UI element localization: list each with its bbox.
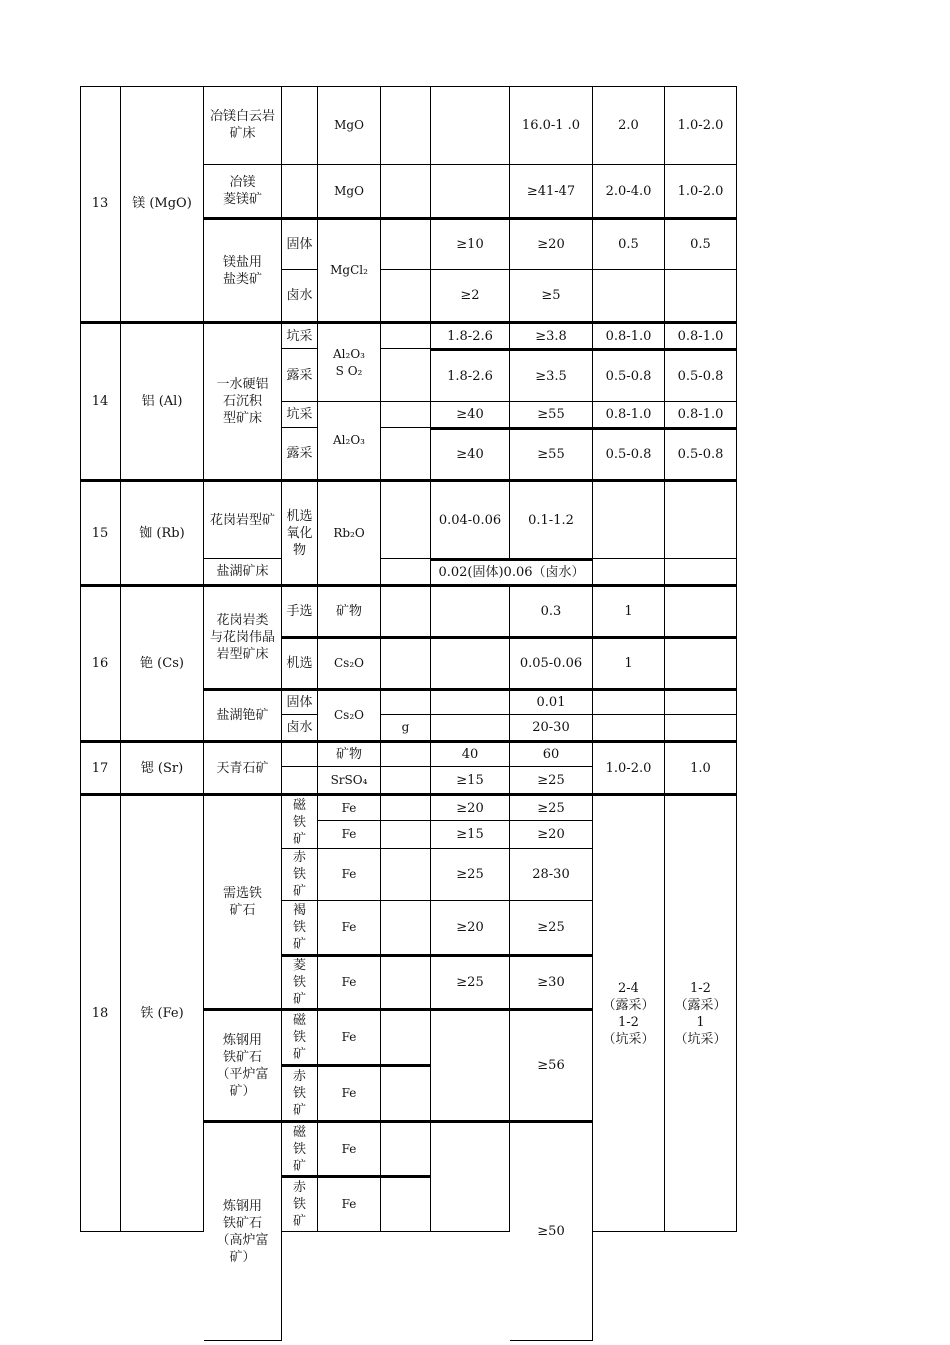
table-cell: Fe — [318, 1176, 381, 1232]
table-cell: 0.02(固体)0.06（卤水） — [431, 559, 593, 585]
table-cell — [431, 165, 510, 218]
table-cell: ≥10 — [431, 218, 510, 270]
table-cell: Fe — [318, 821, 381, 849]
table-cell: ≥20 — [431, 794, 510, 821]
table-cell: 28-30 — [510, 849, 593, 901]
table-cell: 0.5 — [593, 218, 665, 270]
table-cell: 矿物 — [318, 741, 381, 767]
table-cell: 1.0 — [665, 741, 737, 794]
table-cell — [282, 767, 318, 794]
table-cell — [381, 1176, 431, 1232]
mineral-grade-table — [80, 86, 737, 1265]
table-cell: 炼钢用 铁矿石 （高炉富 矿） — [204, 1121, 282, 1341]
table-cell: 盐湖矿床 — [204, 559, 282, 585]
table-cell: Fe — [318, 849, 381, 901]
table-cell — [381, 86, 431, 165]
table-cell: 手选 — [282, 585, 318, 637]
table-cell: 炼钢用 铁矿石 （平炉富 矿） — [204, 1009, 282, 1121]
table-cell: ≥25 — [510, 794, 593, 821]
table-cell: 2.0-4.0 — [593, 165, 665, 218]
table-cell: Al₂O₃ S O₂ — [318, 322, 381, 402]
table-cell: 13 — [80, 86, 121, 322]
table-cell — [431, 1009, 510, 1121]
table-cell — [381, 270, 431, 322]
table-cell — [665, 715, 737, 741]
table-cell: Al₂O₃ — [318, 402, 381, 480]
table-cell: ≥41-47 — [510, 165, 593, 218]
table-cell: ≥15 — [431, 767, 510, 794]
table-cell: 1.0-2.0 — [593, 741, 665, 794]
table-cell: ≥25 — [510, 901, 593, 955]
table-cell: 20-30 — [510, 715, 593, 741]
table-cell: ≥5 — [510, 270, 593, 322]
table-cell — [381, 218, 431, 270]
table-cell — [282, 86, 318, 165]
table-cell: 镁 (MgO) — [121, 86, 204, 322]
table-cell: 一水硬铝 石沉积 型矿床 — [204, 322, 282, 480]
table-cell: 铯 (Cs) — [121, 585, 204, 741]
table-cell: 铷 (Rb) — [121, 480, 204, 585]
table-cell — [665, 480, 737, 559]
table-cell: Cs₂O — [318, 689, 381, 741]
table-cell: ≥25 — [431, 849, 510, 901]
table-cell — [593, 270, 665, 322]
table-cell: ≥20 — [510, 821, 593, 849]
table-cell: 天青石矿 — [204, 741, 282, 794]
table-cell: 磁 铁 矿 — [282, 794, 318, 849]
table-cell: 0.04-0.06 — [431, 480, 510, 559]
table-cell: 0.8-1.0 — [593, 322, 665, 349]
table-cell: 0.3 — [510, 585, 593, 637]
table-cell: ≥20 — [431, 901, 510, 955]
table-cell: 铁 (Fe) — [121, 794, 204, 1232]
table-cell: 坑采 — [282, 322, 318, 349]
table-cell: 15 — [80, 480, 121, 585]
table-cell: MgCl₂ — [318, 218, 381, 322]
table-cell — [381, 322, 431, 349]
table-cell — [381, 901, 431, 955]
table-cell: ≥2 — [431, 270, 510, 322]
table-cell — [665, 637, 737, 689]
table-cell: 1 — [593, 585, 665, 637]
table-cell — [431, 637, 510, 689]
table-cell: ≥25 — [510, 767, 593, 794]
table-cell — [381, 794, 431, 821]
table-cell: 40 — [431, 741, 510, 767]
table-cell: 1.0-2.0 — [665, 86, 737, 165]
table-cell — [381, 741, 431, 767]
table-cell: 1 — [593, 637, 665, 689]
table-cell: 0.5-0.8 — [593, 428, 665, 480]
table-cell: 磁 铁 矿 — [282, 1009, 318, 1065]
table-cell: 露采 — [282, 428, 318, 480]
table-cell: 0.8-1.0 — [665, 322, 737, 349]
table-cell — [431, 86, 510, 165]
table-cell: 1-2 （露采） 1 （坑采） — [665, 794, 737, 1232]
table-cell: Fe — [318, 1009, 381, 1065]
table-cell: 固体 — [282, 689, 318, 715]
table-cell: 赤 铁 矿 — [282, 849, 318, 901]
table-cell: 机选 — [282, 637, 318, 689]
table-cell: 冶镁 菱镁矿 — [204, 165, 282, 218]
table-cell: 需选铁 矿石 — [204, 794, 282, 1009]
table-cell — [431, 689, 510, 715]
table-cell: Fe — [318, 1065, 381, 1121]
table-cell — [381, 428, 431, 480]
table-cell: 卤水 — [282, 270, 318, 322]
table-cell: 0.01 — [510, 689, 593, 715]
table-cell: ≥55 — [510, 402, 593, 428]
table-cell: 18 — [80, 794, 121, 1232]
table-cell: Cs₂O — [318, 637, 381, 689]
table-cell: ≥20 — [510, 218, 593, 270]
table-cell: 2-4 （露采） 1-2 （坑采） — [593, 794, 665, 1232]
table-cell: 锶 (Sr) — [121, 741, 204, 794]
table-cell — [381, 349, 431, 402]
table-cell — [381, 1121, 431, 1176]
table-cell: 0.1-1.2 — [510, 480, 593, 559]
table-cell: 矿物 — [318, 585, 381, 637]
table-cell: 菱 铁 矿 — [282, 955, 318, 1009]
table-cell — [431, 1121, 510, 1232]
table-cell: 0.8-1.0 — [593, 402, 665, 428]
table-cell: 花岗岩类 与花岗伟晶 岩型矿床 — [204, 585, 282, 689]
table-cell — [381, 689, 431, 715]
table-cell: ≥30 — [510, 955, 593, 1009]
table-cell: Rb₂O — [318, 480, 381, 585]
table-cell: ≥25 — [431, 955, 510, 1009]
table-cell — [665, 585, 737, 637]
table-cell — [431, 715, 510, 741]
table-cell — [665, 270, 737, 322]
table-cell: 1.8-2.6 — [431, 349, 510, 402]
table-cell: 赤 铁 矿 — [282, 1176, 318, 1232]
table-cell: 0.5 — [665, 218, 737, 270]
table-cell: 17 — [80, 741, 121, 794]
table-cell: 褐 铁 矿 — [282, 901, 318, 955]
table-cell: ≥3.5 — [510, 349, 593, 402]
table-cell: g — [381, 715, 431, 741]
table-cell — [381, 1009, 431, 1065]
table-cell — [593, 715, 665, 741]
table-cell: 磁 铁 矿 — [282, 1121, 318, 1176]
table-cell — [381, 1065, 431, 1121]
table-cell: Fe — [318, 1121, 381, 1176]
table-cell: 60 — [510, 741, 593, 767]
table-cell — [282, 741, 318, 767]
table-cell — [665, 559, 737, 585]
table-cell: 卤水 — [282, 715, 318, 741]
table-cell — [593, 480, 665, 559]
table-cell: 坑采 — [282, 402, 318, 428]
table-cell — [381, 402, 431, 428]
table-cell: 0.5-0.8 — [665, 428, 737, 480]
table-cell: 0.5-0.8 — [665, 349, 737, 402]
table-cell: ≥40 — [431, 428, 510, 480]
table-cell: 机选 氧化 物 — [282, 480, 318, 585]
table-cell — [381, 585, 431, 637]
table-cell — [381, 637, 431, 689]
table-cell: 赤 铁 矿 — [282, 1065, 318, 1121]
table-cell — [593, 689, 665, 715]
table-cell — [381, 480, 431, 559]
table-cell — [431, 585, 510, 637]
table-cell: 2.0 — [593, 86, 665, 165]
table-cell: 14 — [80, 322, 121, 480]
table-cell: 露采 — [282, 349, 318, 402]
table-cell: Fe — [318, 794, 381, 821]
table-cell: 固体 — [282, 218, 318, 270]
table-cell — [665, 689, 737, 715]
table-cell: ≥40 — [431, 402, 510, 428]
table-cell: 1.0-2.0 — [665, 165, 737, 218]
table-cell: 1.8-2.6 — [431, 322, 510, 349]
table-cell — [381, 821, 431, 849]
table-cell: 镁盐用 盐类矿 — [204, 218, 282, 322]
table-cell: 16.0-1 .0 — [510, 86, 593, 165]
table-cell — [381, 767, 431, 794]
table-cell — [381, 849, 431, 901]
table-cell: ≥55 — [510, 428, 593, 480]
table-cell — [282, 165, 318, 218]
table-cell: 花岗岩型矿 — [204, 480, 282, 559]
table-cell: ≥56 — [510, 1009, 593, 1121]
table-cell: SrSO₄ — [318, 767, 381, 794]
table-cell: 0.8-1.0 — [665, 402, 737, 428]
table-cell: ≥3.8 — [510, 322, 593, 349]
table-cell — [381, 955, 431, 1009]
table-cell: ≥15 — [431, 821, 510, 849]
table-cell — [381, 559, 431, 585]
table-cell: Fe — [318, 901, 381, 955]
table-cell: Fe — [318, 955, 381, 1009]
table-cell: 冶镁白云岩 矿床 — [204, 86, 282, 165]
table-cell: 16 — [80, 585, 121, 741]
table-cell: 铝 (Al) — [121, 322, 204, 480]
table-cell: ≥50 — [510, 1121, 593, 1341]
table-cell: 0.5-0.8 — [593, 349, 665, 402]
table-cell — [381, 165, 431, 218]
table-cell: 0.05-0.06 — [510, 637, 593, 689]
table-cell: MgO — [318, 86, 381, 165]
table-cell: MgO — [318, 165, 381, 218]
table-cell — [593, 559, 665, 585]
table-cell: 盐湖铯矿 — [204, 689, 282, 741]
